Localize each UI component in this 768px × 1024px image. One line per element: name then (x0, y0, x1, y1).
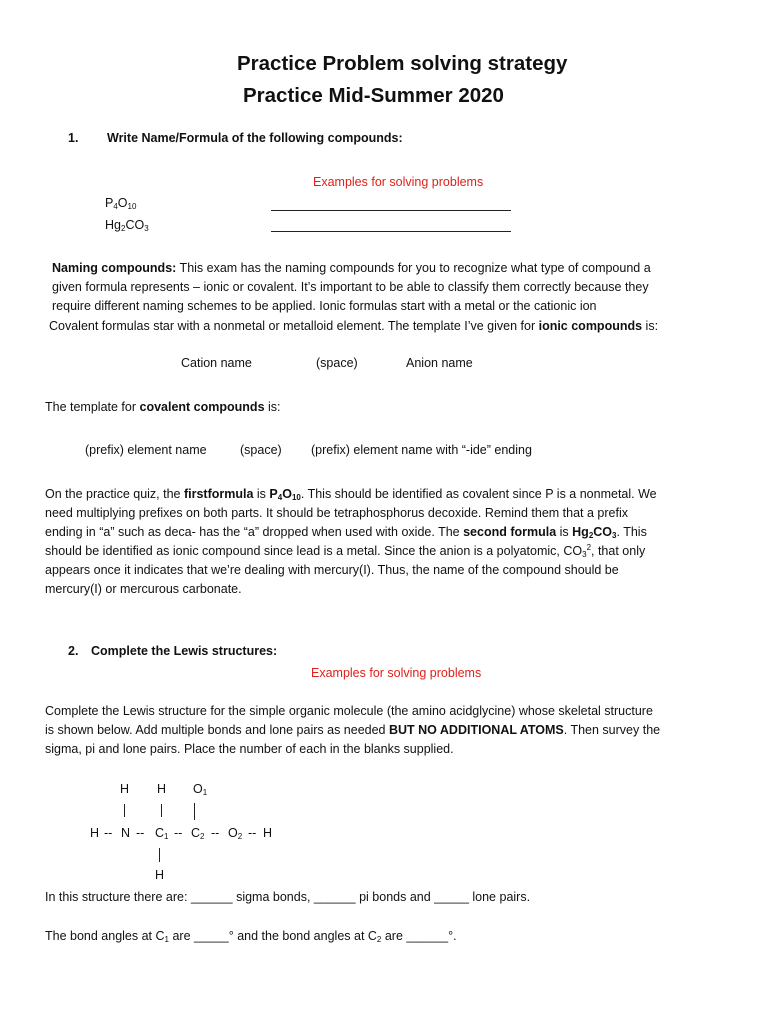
bond-angles-blanks[interactable]: The bond angles at $C_1$ are _____° and the bond angles at $C_2$ are ______°. (45, 929, 457, 944)
explain-line-6: mercury(I) or mercurous carbonate. (45, 582, 242, 596)
explain-line-5: appears once it indicates that we’re dealing with mercury(I). Thus, the name of the compound should be (45, 563, 619, 577)
covalent-template-line: The template for covalent compounds is: (45, 400, 281, 414)
naming-line-2: given formula represents – ionic or covalent. It’s important to be able to classify them correctly because they (52, 280, 649, 294)
bond-dash-3: -- (174, 826, 183, 840)
q2-number: 2. (68, 644, 79, 658)
naming-line-3: require different naming schemes to be applied. Ionic formulas start with a metal or the cationic ion (52, 299, 597, 313)
lewis-instructions-line-1: Complete the Lewis structure for the simple organic molecule (the amino acidglycine) whose skeletal structure (45, 704, 653, 718)
naming-line-1: Naming compounds: This exam has the naming compounds for you to recognize what type of compound a (52, 261, 651, 275)
atom-h-top-c1: H (157, 782, 167, 796)
covalent-prefix-element-ide: (prefix) element name with “-ide” ending (311, 443, 532, 457)
q2-heading: Complete the Lewis structures: (91, 644, 278, 658)
covalent-space: (space) (240, 443, 282, 457)
ionic-cation-name: Cation name (181, 356, 252, 370)
naming-line-4: Covalent formulas star with a nonmetal or metalloid element. The template I’ve given for ionic compounds is: (49, 319, 659, 333)
q1-number: 1. (68, 131, 79, 145)
bond-dash-4: -- (211, 826, 220, 840)
explain-line-1: On the practice quiz, the firstformula is $P_4O_{10}$. This should be identified as covalent since P is a nonmetal. We (45, 487, 657, 502)
covalent-prefix-element: (prefix) element name (85, 443, 207, 457)
ionic-anion-name: Anion name (406, 356, 473, 370)
bond-c1-h-top (161, 804, 162, 817)
compound-1-answer-blank[interactable] (271, 210, 511, 211)
lewis-instructions-line-3: sigma, pi and lone pairs. Place the number of each in the blanks supplied. (45, 742, 454, 756)
title-line-2: Practice Mid-Summer 2020 (243, 84, 504, 107)
compound-2-answer-blank[interactable] (271, 231, 511, 232)
title-line-1: Practice Problem solving strategy (237, 52, 568, 75)
atom-h-right: H (263, 826, 273, 840)
bond-c1-h-bottom (159, 848, 160, 862)
explain-line-2: need multiplying prefixes on both parts. It should be tetraphosphorus decoxide. Remind them that a prefix (45, 506, 628, 520)
atom-n: N (121, 826, 131, 840)
explain-line-4: should be identified as ionic compound since lead is a metal. Since the anion is a polyatomic, $CO_3^2$, that only (45, 543, 646, 559)
bond-dash-1: -- (104, 826, 113, 840)
atom-h-left: H (90, 826, 100, 840)
atom-h-bottom: H (155, 868, 165, 882)
bond-count-blanks[interactable]: In this structure there are: ______ sigma bonds, ______ pi bonds and _____ lone pairs. (45, 890, 531, 904)
atom-h-top-n: H (120, 782, 130, 796)
compound-2-formula: $Hg_2CO_3$ (105, 218, 149, 233)
q1-examples-label: Examples for solving problems (313, 175, 484, 189)
compound-1-formula: $P_4O_{10}$ (105, 196, 137, 211)
q2-examples-label: Examples for solving problems (311, 666, 482, 680)
atom-c1: $C_1$ (155, 826, 169, 841)
bond-n-h-top (124, 804, 125, 817)
atom-o1: $O_1$ (193, 782, 208, 797)
bond-dash-2: -- (136, 826, 145, 840)
lewis-instructions-line-2: is shown below. Add multiple bonds and lone pairs as needed BUT NO ADDITIONAL ATOMS. Then survey the (45, 723, 661, 737)
ionic-space: (space) (316, 356, 358, 370)
explain-line-3: ending in “a” such as deca- has the “a” dropped when used with oxide. The second formula is $Hg_2CO_3$. This (45, 525, 647, 540)
bond-dash-5: -- (248, 826, 257, 840)
atom-o2: $O_2$ (228, 826, 243, 841)
q1-heading: Write Name/Formula of the following compounds: (107, 131, 403, 145)
bond-c2-o1 (194, 803, 195, 820)
atom-c2: $C_2$ (191, 826, 205, 841)
